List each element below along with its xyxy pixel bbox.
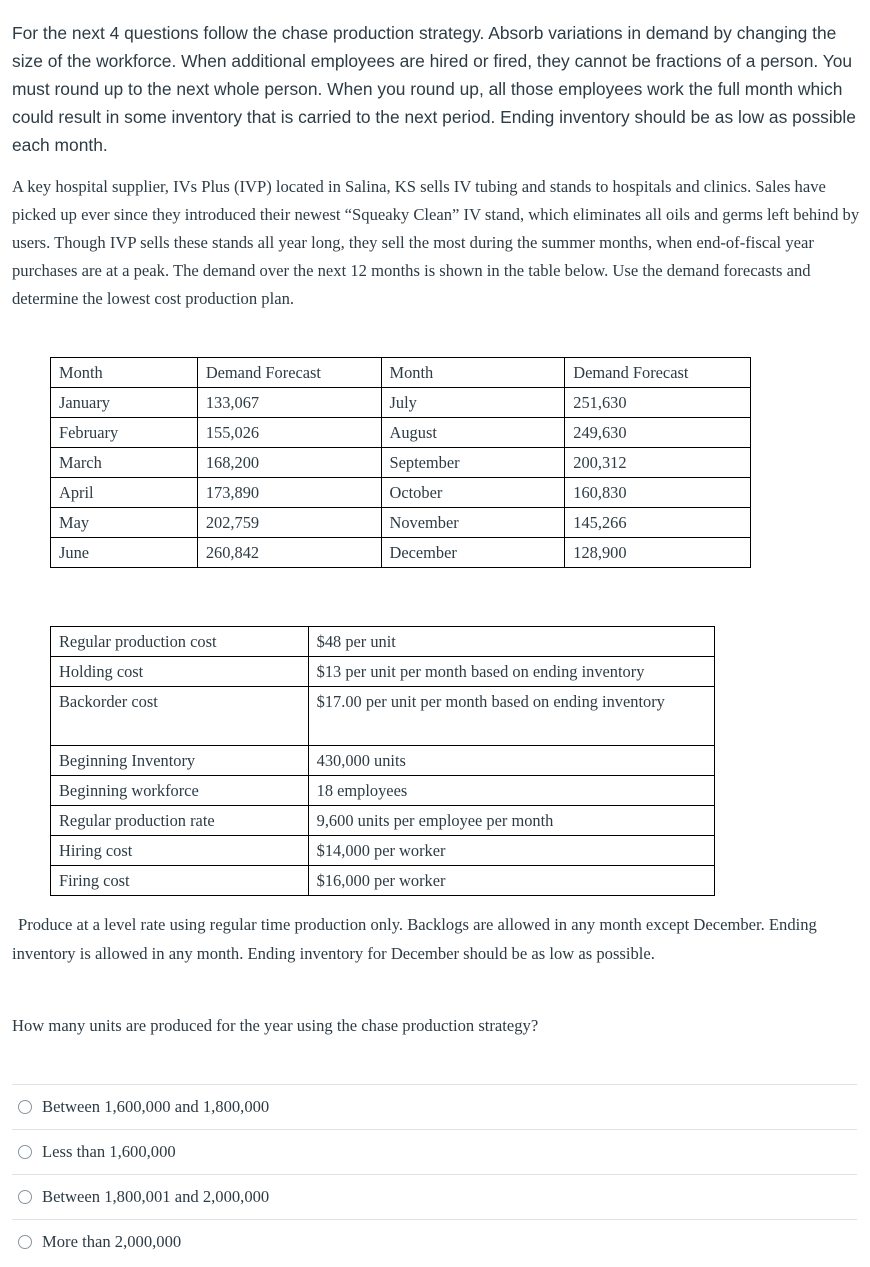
- month-cell: May: [51, 508, 198, 538]
- demand-cell: 249,630: [565, 418, 751, 448]
- parameter-value: $13 per unit per month based on ending inventory: [308, 657, 714, 687]
- parameter-label: Holding cost: [51, 657, 309, 687]
- demand-cell: 202,759: [197, 508, 381, 538]
- demand-cell: 168,200: [197, 448, 381, 478]
- demand-cell: 128,900: [565, 538, 751, 568]
- demand-cell: 160,830: [565, 478, 751, 508]
- month-cell: January: [51, 388, 198, 418]
- radio-button[interactable]: [18, 1190, 32, 1204]
- demand-cell: 173,890: [197, 478, 381, 508]
- answer-option[interactable]: [12, 1084, 857, 1129]
- table-row: [51, 746, 715, 776]
- month-cell: February: [51, 418, 198, 448]
- table-header-row: [51, 358, 751, 388]
- answer-label: Between 1,800,001 and 2,000,000: [42, 1187, 270, 1206]
- parameter-value: 18 employees: [308, 776, 714, 806]
- demand-cell: 133,067: [197, 388, 381, 418]
- table-row: [51, 866, 715, 896]
- instructions-paragraph: For the next 4 questions follow the chase production strategy. Absorb variations in demand by changing the size of the workforce. When additional employees are hired or fired, they cannot be fractions of a person. You must round up to the next whole person. When you round up, all those employees work the full month which could result in some inventory that is carried to the next period. Ending inventory should be as low as possible each month.: [12, 23, 856, 155]
- table-row: [51, 657, 715, 687]
- parameter-value: $48 per unit: [308, 627, 714, 657]
- parameter-value: $17.00 per unit per month based on ending inventory: [308, 687, 714, 746]
- production-instruction: Produce at a level rate using regular time production only. Backlogs are allowed in any month except December. Ending inventory is allowed in any month. Ending inventory for December should be as low as possible.: [12, 915, 817, 963]
- parameter-value: 430,000 units: [308, 746, 714, 776]
- parameter-label: Regular production rate: [51, 806, 309, 836]
- parameter-label: Beginning workforce: [51, 776, 309, 806]
- month-cell: July: [381, 388, 565, 418]
- table-row: [51, 687, 715, 746]
- demand-cell: 155,026: [197, 418, 381, 448]
- cost-parameters-table: [50, 626, 715, 896]
- parameter-label: Regular production cost: [51, 627, 309, 657]
- demand-cell: 260,842: [197, 538, 381, 568]
- month-cell: September: [381, 448, 565, 478]
- radio-button[interactable]: [18, 1235, 32, 1249]
- answer-list: [12, 1084, 857, 1264]
- month-cell: August: [381, 418, 565, 448]
- parameter-value: 9,600 units per employee per month: [308, 806, 714, 836]
- table-row: [51, 627, 715, 657]
- month-cell: December: [381, 538, 565, 568]
- month-cell: April: [51, 478, 198, 508]
- answer-label: More than 2,000,000: [42, 1232, 182, 1251]
- month-cell: November: [381, 508, 565, 538]
- table-row: [51, 448, 751, 478]
- month-cell: March: [51, 448, 198, 478]
- header-cell: Month: [51, 358, 198, 388]
- answer-option[interactable]: [12, 1129, 857, 1174]
- header-cell: Demand Forecast: [565, 358, 751, 388]
- table-row: [51, 776, 715, 806]
- table-row: [51, 508, 751, 538]
- demand-cell: 145,266: [565, 508, 751, 538]
- radio-button[interactable]: [18, 1145, 32, 1159]
- answer-label: Between 1,600,000 and 1,800,000: [42, 1097, 270, 1116]
- month-cell: June: [51, 538, 198, 568]
- parameter-value: $14,000 per worker: [308, 836, 714, 866]
- answer-option[interactable]: [12, 1219, 857, 1264]
- table-row: [51, 388, 751, 418]
- header-cell: Month: [381, 358, 565, 388]
- scenario-paragraph: A key hospital supplier, IVs Plus (IVP) located in Salina, KS sells IV tubing and stands to hospitals and clinics. Sales have picked up ever since they introduced their newest “Squeaky Clean” IV stand, which eliminates all oils and germs left behind by users. Though IVP sells these stands all year long, they sell the most during the summer months, when end-of-fiscal year purchases are at a peak. The demand over the next 12 months is shown in the table below. Use the demand forecasts and determine the lowest cost production plan.: [12, 177, 860, 308]
- parameter-label: Backorder cost: [51, 687, 309, 746]
- month-cell: October: [381, 478, 565, 508]
- parameter-label: Beginning Inventory: [51, 746, 309, 776]
- demand-forecast-table: [50, 357, 751, 568]
- demand-cell: 251,630: [565, 388, 751, 418]
- demand-cell: 200,312: [565, 448, 751, 478]
- parameter-label: Hiring cost: [51, 836, 309, 866]
- table-row: [51, 418, 751, 448]
- table-row: [51, 836, 715, 866]
- radio-button[interactable]: [18, 1100, 32, 1114]
- table-row: [51, 478, 751, 508]
- answer-option[interactable]: [12, 1174, 857, 1219]
- question-text: How many units are produced for the year using the chase production strategy?: [12, 1016, 539, 1035]
- parameter-value: $16,000 per worker: [308, 866, 714, 896]
- header-cell: Demand Forecast: [197, 358, 381, 388]
- table-row: [51, 806, 715, 836]
- parameter-label: Firing cost: [51, 866, 309, 896]
- table-row: [51, 538, 751, 568]
- answer-label: Less than 1,600,000: [42, 1142, 176, 1161]
